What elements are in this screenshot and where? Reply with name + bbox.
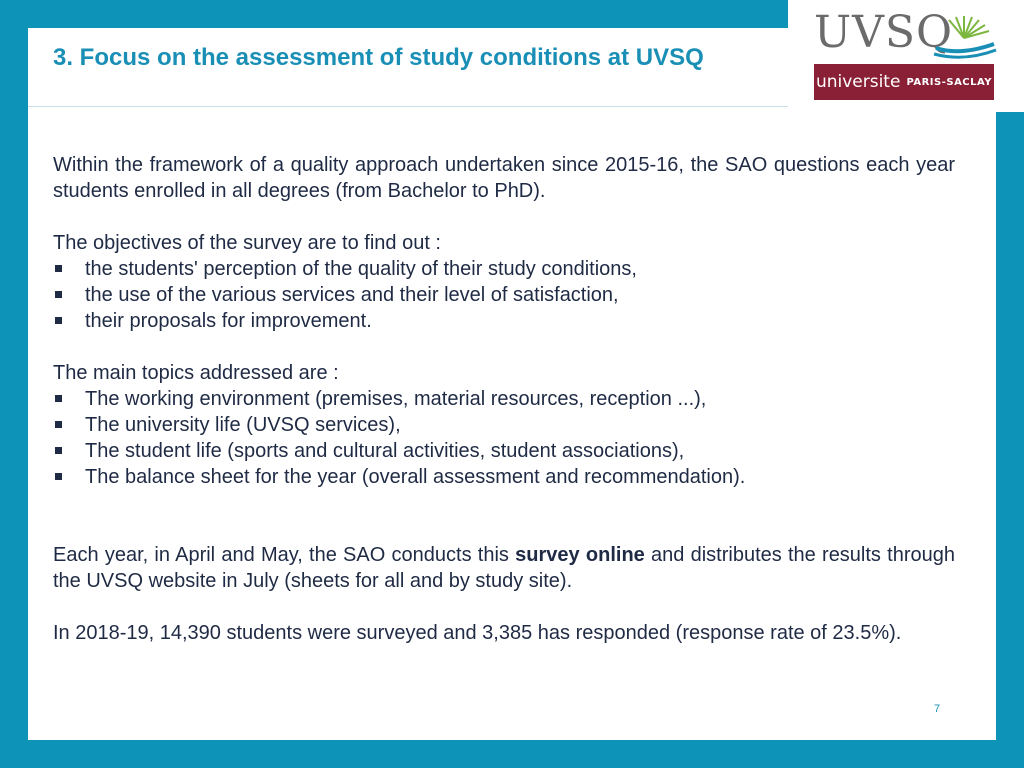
objectives-heading: The objectives of the survey are to find out :: [53, 232, 441, 254]
list-item: the use of the various services and their level of satisfaction,: [53, 282, 955, 308]
paris-saclay-logo: [814, 64, 994, 100]
bullet-icon: [55, 317, 62, 324]
intro-paragraph: Within the framework of a quality approach undertaken since 2015-16, the SAO questions each year students enrolled in all degrees (from Bachelor to PhD).: [53, 154, 955, 202]
topics-heading: The main topics addressed are :: [53, 362, 339, 384]
bullet-icon: [55, 473, 62, 480]
bullet-icon: [55, 421, 62, 428]
frame-accent: [996, 0, 1024, 112]
stats-paragraph: In 2018-19, 14,390 students were surveyed and 3,385 has responded (response rate of 23.5%).: [53, 622, 902, 644]
page-number: 7: [934, 703, 941, 715]
paris-saclay-city: PARIS-SACLAY: [906, 76, 993, 88]
list-item: The working environment (premises, material resources, reception ...),: [53, 386, 955, 412]
uvsq-logo-text: UVSQ: [814, 7, 954, 58]
slide-content: [53, 152, 955, 646]
list-item: The university life (UVSQ services),: [53, 412, 955, 438]
uvsq-logo-icon: [930, 12, 998, 62]
page-title: 3. Focus on the assessment of study conditions at UVSQ: [53, 44, 704, 71]
survey-online-emphasis: survey online: [515, 544, 645, 566]
survey-paragraph: Each year, in April and May, the SAO conducts this survey online and distributes the results through the UVSQ website in July (sheets for all and by study site).: [53, 544, 955, 592]
list-item: their proposals for improvement.: [53, 308, 955, 334]
list-item: The balance sheet for the year (overall assessment and recommendation).: [53, 464, 955, 490]
bullet-icon: [55, 395, 62, 402]
list-item: The student life (sports and cultural activities, student associations),: [53, 438, 955, 464]
bullet-icon: [55, 265, 62, 272]
bullet-icon: [55, 447, 62, 454]
list-item: the students' perception of the quality of their study conditions,: [53, 256, 955, 282]
title-divider: [28, 106, 788, 107]
bullet-icon: [55, 291, 62, 298]
paris-saclay-university: universite: [815, 72, 901, 92]
objectives-list: [53, 256, 955, 334]
topics-list: [53, 386, 955, 490]
